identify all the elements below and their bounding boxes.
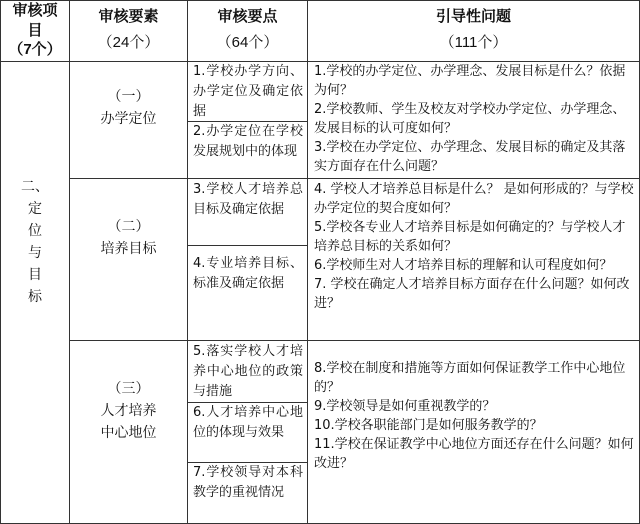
- questions-group-2: [314, 180, 636, 340]
- element-3-label-line1: 人才培养: [100, 403, 157, 419]
- question-9: 9.学校领导是如何重视教学的？: [314, 399, 496, 414]
- col-divider-3: [307, 0, 308, 524]
- item-cell: [1, 176, 69, 316]
- header-item-line2: 目: [27, 22, 43, 39]
- point-3: 3.学校人才培养总目标及确定依据: [193, 182, 303, 217]
- point-7: 7.学校领导对本科教学的重视情况: [193, 465, 303, 500]
- element-1-label: 办学定位: [100, 111, 157, 127]
- item-char-2: 定: [28, 201, 42, 217]
- element-1: [70, 86, 187, 136]
- element-3: [70, 378, 187, 448]
- element-3-label-line2: 中心地位: [100, 425, 157, 441]
- point-5: 5.落实学校人才培养中心地位的政策与措施: [193, 344, 303, 399]
- header-elements-count: （24个）: [97, 34, 160, 51]
- header-questions-title: 引导性问题: [435, 8, 511, 25]
- element-2-num: （二）: [107, 219, 150, 235]
- header-points-title: 审核要点: [217, 8, 278, 25]
- element-2: [70, 216, 187, 266]
- question-5: 5.学校各专业人才培养目标是如何确定的？与学校人才培养总目标的关系如何？: [314, 220, 626, 254]
- header-elements-title: 审核要素: [98, 8, 159, 25]
- item-char-5: 目: [28, 267, 42, 283]
- question-1: 1.学校的办学定位、办学理念、发展目标是什么？依据为何？: [314, 64, 626, 98]
- header-elements: [70, 6, 187, 61]
- item-char-1: 二、: [21, 179, 49, 195]
- point-1: 1.学校办学方向、办学定位及确定依据: [193, 64, 303, 119]
- point-4: 4.专业培养目标、标准及确定依据: [193, 256, 303, 291]
- element-1-num: （一）: [107, 89, 150, 105]
- question-8: 8.学校在制度和措施等方面如何保证教学工作中心地位的？: [314, 361, 626, 395]
- question-2: 2.学校教师、学生及校友对学校办学定位、办学理念、发展目标的认可度如何？: [314, 102, 626, 136]
- item-char-3: 位: [28, 223, 42, 239]
- item-char-6: 标: [28, 289, 42, 305]
- header-item-count: （7个）: [8, 41, 62, 58]
- element-2-label: 培养目标: [100, 241, 157, 257]
- questions-group-1: [314, 62, 636, 178]
- point-2: 2.办学定位在学校发展规划中的体现: [193, 124, 303, 159]
- question-11: 11.学校在保证教学中心地位方面还存在什么问题？如何改进？: [314, 437, 634, 471]
- question-10: 10.学校各职能部门是如何服务教学的？: [314, 418, 543, 433]
- question-6: 6.学校师生对人才培养目标的理解和认可程度如何？: [314, 258, 613, 273]
- header-item-line1: 审核项: [12, 2, 58, 19]
- header-item: [1, 0, 69, 61]
- question-4: 4. 学校人才培养总目标是什么？ 是如何形成的？与学校办学定位的契合度如何？: [314, 182, 634, 216]
- point-divider-2: [187, 245, 307, 246]
- questions-group-3: [314, 359, 636, 519]
- group-divider-1: [69, 178, 640, 179]
- question-7: 7. 学校在确定人才培养目标方面存在什么问题？如何改进？: [314, 277, 630, 311]
- col-divider-2: [187, 0, 188, 524]
- header-questions: [308, 6, 639, 61]
- item-char-4: 与: [28, 245, 42, 261]
- border-top: [0, 0, 640, 1]
- group-divider-2: [69, 340, 640, 341]
- point-6: 6.人才培养中心地位的体现与效果: [193, 405, 303, 440]
- header-points-count: （64个）: [216, 34, 279, 51]
- header-points: [188, 6, 307, 61]
- element-3-num: （三）: [107, 381, 150, 397]
- header-questions-count: （111个）: [439, 34, 508, 51]
- question-3: 3.学校在办学定位、办学理念、发展目标的确定及其落实方面存在什么问题？: [314, 140, 626, 174]
